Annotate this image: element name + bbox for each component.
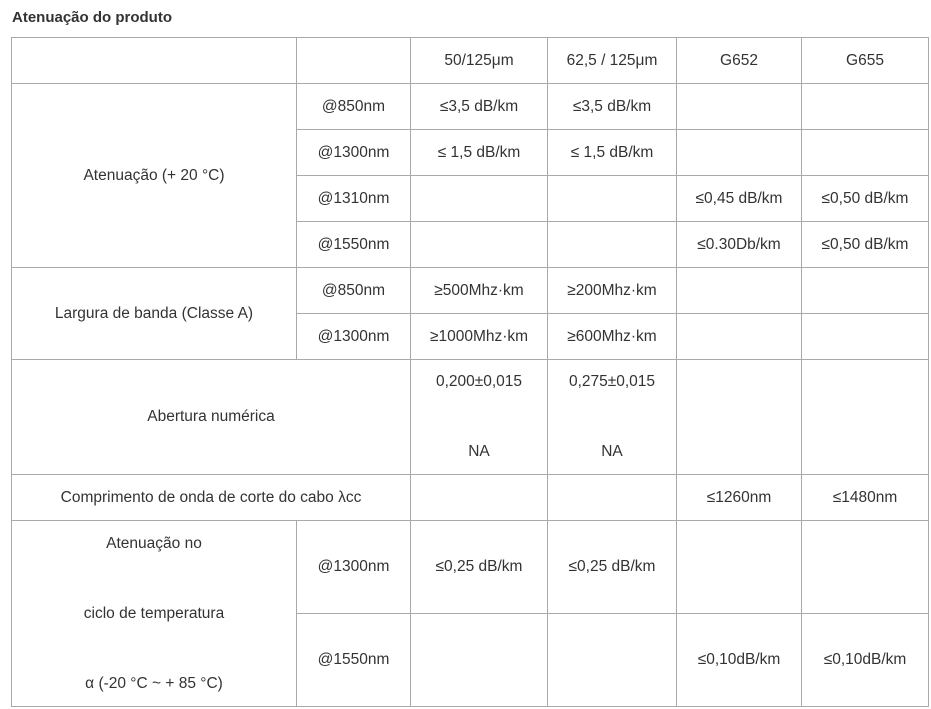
value-cell [802, 268, 929, 314]
na-value: 0,275±0,015 [568, 373, 656, 390]
value-cell [677, 130, 802, 176]
value-cell: ≤0,45 dB/km [677, 176, 802, 222]
header-cell [12, 38, 297, 84]
value-cell: ≤0,50 dB/km [802, 176, 929, 222]
row-label-numerical-aperture: Abertura numérica [12, 360, 411, 475]
wavelength-cell: @1550nm [297, 614, 411, 707]
value-cell [802, 521, 929, 614]
temp-cycle-label-line: Atenuação no [106, 535, 202, 552]
row-label-attenuation: Atenuação (+ 20 °C) [12, 84, 297, 268]
value-cell: ≤0,10dB/km [802, 614, 929, 707]
row-label-bandwidth: Largura de banda (Classe A) [12, 268, 297, 360]
header-cell: 62,5 / 125μm [548, 38, 677, 84]
header-row [12, 38, 929, 84]
na-unit: NA [468, 443, 490, 460]
value-cell: ≥500Mhz·km [411, 268, 548, 314]
value-cell: ≤ 1,5 dB/km [548, 130, 677, 176]
na-value: 0,200±0,015 [435, 373, 523, 390]
value-cell: ≤0,25 dB/km [411, 521, 548, 614]
value-cell [548, 176, 677, 222]
table-row [12, 360, 929, 475]
temp-cycle-label-line: ciclo de temperatura [83, 605, 225, 622]
value-cell [677, 314, 802, 360]
value-cell: ≤0,50 dB/km [802, 222, 929, 268]
value-cell [548, 360, 677, 475]
wavelength-cell: @1310nm [297, 176, 411, 222]
value-cell [677, 360, 802, 475]
value-cell: ≤3,5 dB/km [411, 84, 548, 130]
value-cell [411, 360, 548, 475]
value-cell [802, 314, 929, 360]
wavelength-cell: @850nm [297, 84, 411, 130]
value-cell [677, 84, 802, 130]
wavelength-cell: @1550nm [297, 222, 411, 268]
value-cell [548, 614, 677, 707]
value-cell [802, 84, 929, 130]
value-cell: ≤1480nm [802, 475, 929, 521]
value-cell: ≤1260nm [677, 475, 802, 521]
wavelength-cell: @1300nm [297, 521, 411, 614]
table-row [12, 268, 929, 314]
wavelength-cell: @1300nm [297, 314, 411, 360]
value-cell [411, 614, 548, 707]
value-cell: ≥200Mhz·km [548, 268, 677, 314]
temp-cycle-label-line: α (-20 °C ~ + 85 °C) [85, 675, 223, 692]
value-cell: ≤0,10dB/km [677, 614, 802, 707]
row-label-cutoff: Comprimento de onda de corte do cabo λcc [12, 475, 411, 521]
wavelength-cell: @850nm [297, 268, 411, 314]
value-cell [411, 222, 548, 268]
value-cell: ≥1000Mhz·km [411, 314, 548, 360]
table-row [12, 521, 929, 614]
row-label-temp-cycle [12, 521, 297, 707]
spec-table [11, 37, 929, 707]
header-cell: 50/125μm [411, 38, 548, 84]
value-cell: ≤0,25 dB/km [548, 521, 677, 614]
header-cell [297, 38, 411, 84]
value-cell: ≤0.30Db/km [677, 222, 802, 268]
value-cell: ≤3,5 dB/km [548, 84, 677, 130]
na-unit: NA [601, 443, 623, 460]
table-row [12, 84, 929, 130]
value-cell [548, 222, 677, 268]
header-cell: G655 [802, 38, 929, 84]
value-cell: ≥600Mhz·km [548, 314, 677, 360]
value-cell: ≤ 1,5 dB/km [411, 130, 548, 176]
value-cell [677, 268, 802, 314]
wavelength-cell: @1300nm [297, 130, 411, 176]
value-cell [411, 176, 548, 222]
value-cell [411, 475, 548, 521]
value-cell [802, 360, 929, 475]
value-cell [677, 521, 802, 614]
value-cell [802, 130, 929, 176]
page-title: Atenuação do produto [12, 9, 172, 26]
table-row [12, 475, 929, 521]
header-cell: G652 [677, 38, 802, 84]
value-cell [548, 475, 677, 521]
